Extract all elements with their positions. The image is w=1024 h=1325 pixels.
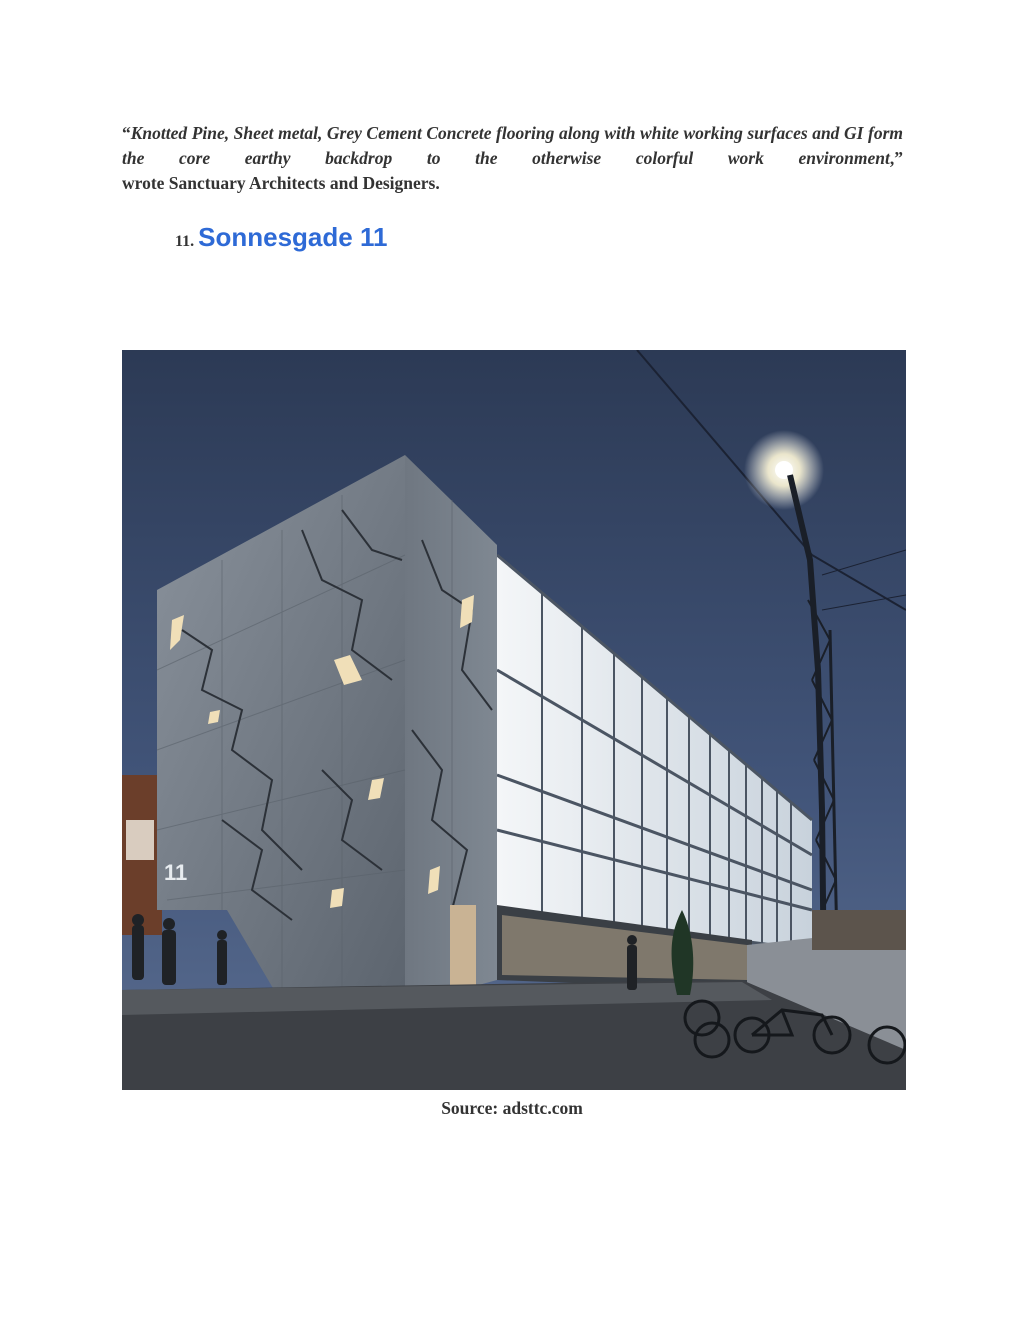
section-title-link[interactable]: Sonnesgade 11 — [198, 222, 388, 252]
quote-paragraph — [122, 121, 903, 171]
photo-building-number: 11 — [164, 860, 188, 885]
quote-text: Knotted Pine, Sheet metal, Grey Cement Concrete flooring along with white working surfaces and GI form the core earthy backdrop to the otherwise colorful work environment — [122, 123, 903, 168]
section-number: 11. — [175, 233, 195, 250]
photo-plywood-door — [450, 905, 476, 985]
image-source-caption: Source: adsttc.com — [441, 1098, 583, 1118]
quote-attribution: wrote Sanctuary Architects and Designers. — [122, 173, 440, 193]
quote-close-mark: ,” — [889, 148, 903, 168]
quote-open-mark: “ — [122, 123, 131, 143]
building-photo — [122, 350, 906, 1090]
photo-shed — [812, 910, 906, 950]
section-heading — [175, 222, 387, 253]
photo-house-left-window — [126, 820, 154, 860]
